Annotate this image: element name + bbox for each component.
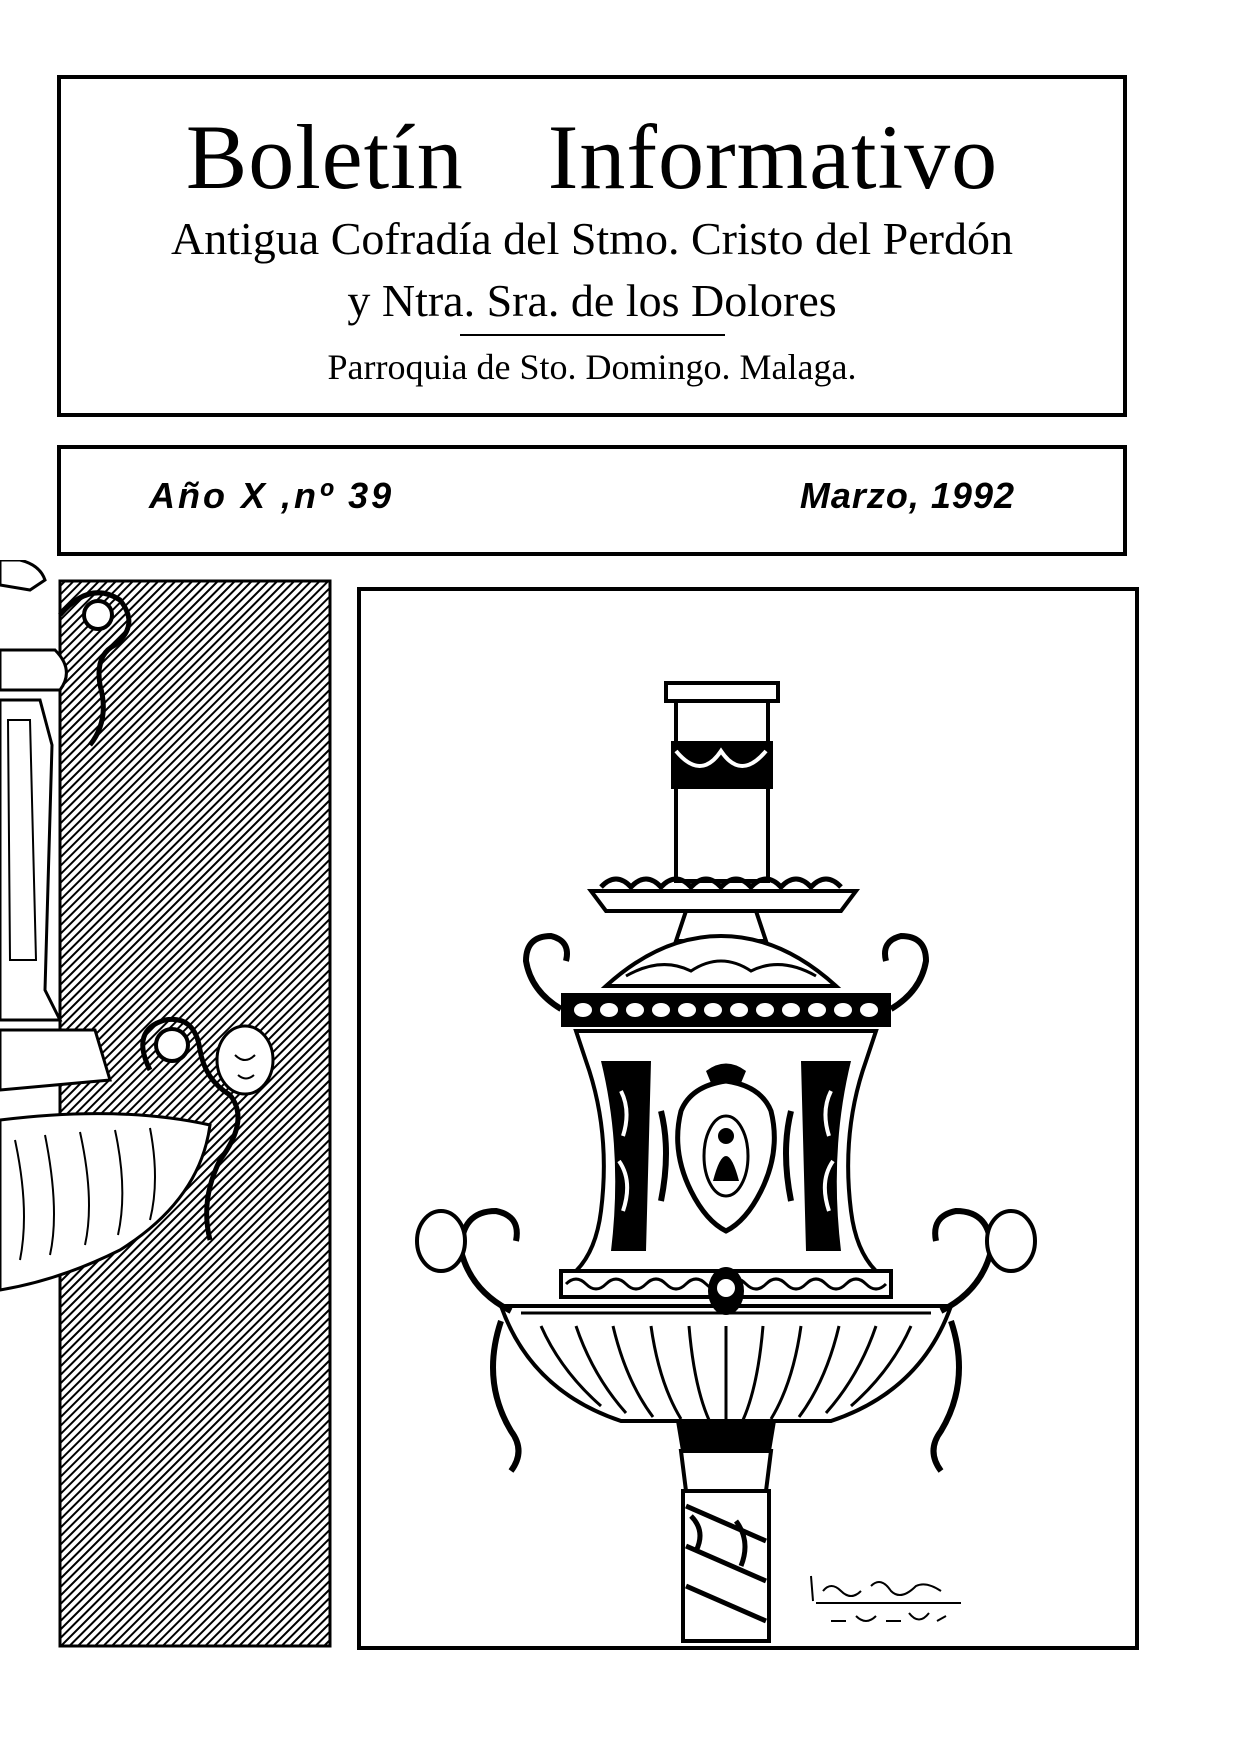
brotherhood-name-line-1: Antigua Cofradía del Stmo. Cristo del Perdón <box>171 213 1013 264</box>
candelabro-drawing <box>361 591 1135 1646</box>
issue-date: Marzo, 1992 <box>799 475 1015 516</box>
title-divider <box>460 334 725 336</box>
bulletin-title: Boletín Informativo <box>185 106 999 208</box>
masthead <box>57 75 1127 417</box>
brotherhood-name-line-2: y Ntra. Sra. de los Dolores <box>347 274 837 326</box>
issue-number: Año X ,nº 39 <box>149 475 395 516</box>
parish-name: Parroquia de Sto. Domingo. Malaga. <box>327 347 857 388</box>
candelabro-detail-image <box>0 560 380 1650</box>
issue-bar <box>57 445 1127 556</box>
candelabro-illustration-panel <box>357 587 1139 1650</box>
